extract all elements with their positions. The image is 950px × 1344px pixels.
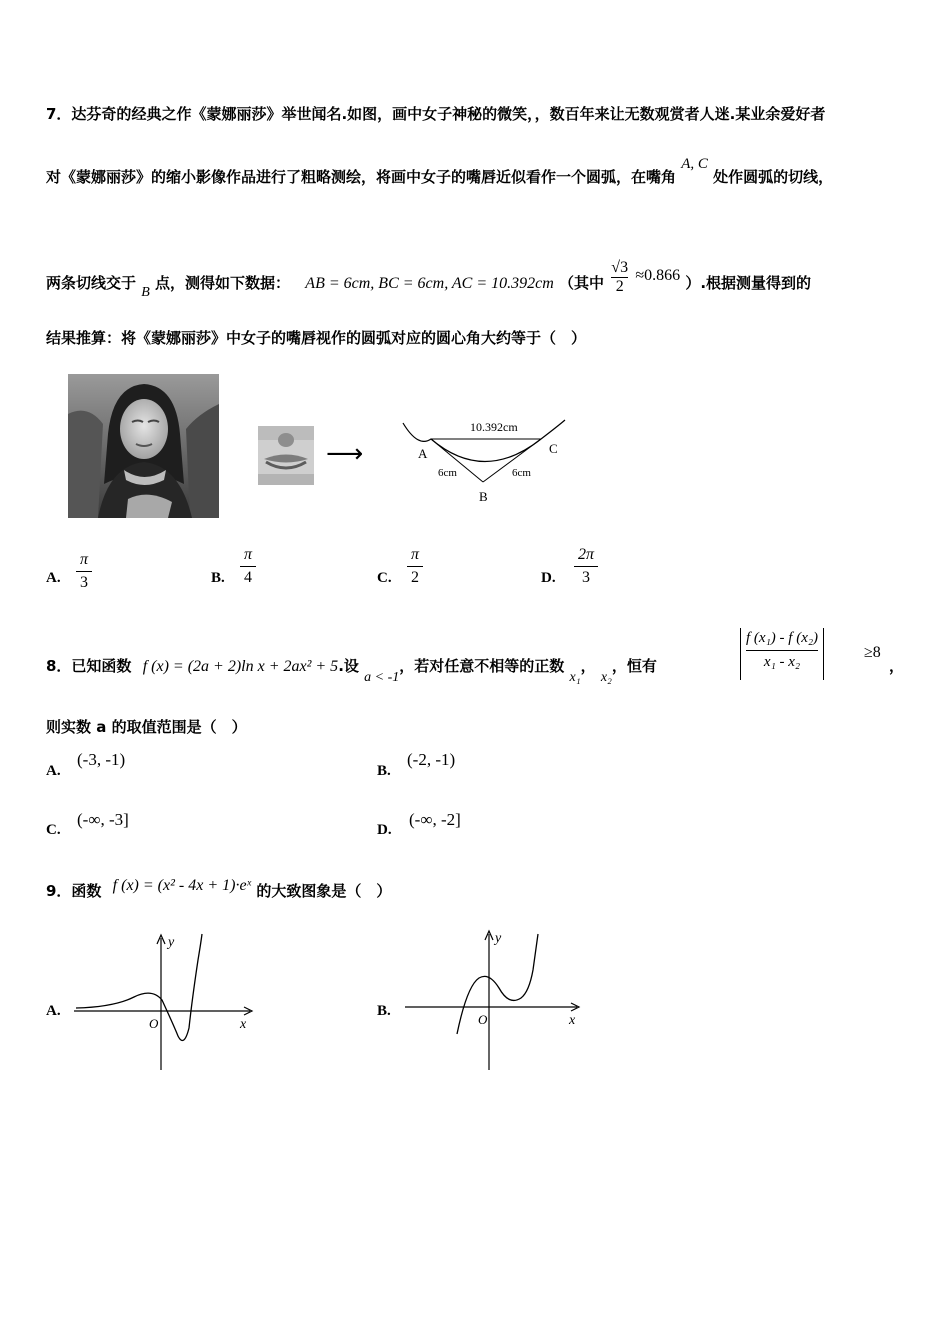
q9-text-a: 9．函数 <box>46 882 102 900</box>
q8-ineq-rhs: ≥8 <box>864 644 881 661</box>
x-axis-label: x <box>240 1017 247 1032</box>
q7-line-1: 7．达芬奇的经典之作《蒙娜丽莎》举世闻名.如图，画中女子神秘的微笑，，数百年来让无数观赏者人迷.某业余爱好者 <box>46 105 826 123</box>
q7-approx-value: ≈0.866 <box>635 267 681 284</box>
chord-length-label: 10.392cm <box>470 420 518 434</box>
q8-function: f (x) = (2a + 2)ln x + 2ax² + 5 <box>142 658 339 675</box>
q7-line-3 <box>46 259 812 302</box>
q8-line-1 <box>46 655 657 685</box>
q9-text-b: 的大致图象是（ ） <box>256 882 392 900</box>
q8-option-a-label: A. <box>46 763 61 779</box>
q9-function: f (x) = (x² - 4x + 1)·eˣ <box>112 877 252 894</box>
q8-option-d-value: (-∞, -2] <box>409 810 461 829</box>
lips-closeup-image <box>258 426 314 485</box>
q8-option-d-label: D. <box>377 822 392 838</box>
mona-lisa-image <box>68 374 219 518</box>
ab-length-label: 6cm <box>438 467 457 479</box>
q7-option-b-fraction: π 4 <box>240 546 256 587</box>
q7-points-ac: A, C <box>681 156 708 172</box>
q8-option-c-label: C. <box>46 822 61 838</box>
q7-fraction-denominator: 2 <box>611 277 628 296</box>
q8-option-b-value: (-2, -1) <box>407 750 456 769</box>
q8-text-e: ， <box>889 657 905 675</box>
q8-text-a: 8．已知函数 <box>46 657 132 675</box>
q8-ineq-denominator: x₁ - x₂ <box>746 650 818 671</box>
q7-option-c-fraction: π 2 <box>407 546 423 587</box>
q9-option-a-label: A. <box>46 1003 61 1019</box>
point-b-label: B <box>479 489 488 504</box>
q7-line-2 <box>46 156 834 187</box>
q7-sqrt3-fraction <box>611 259 628 296</box>
q8-abs-fraction <box>740 628 824 680</box>
q8-option-b-label: B. <box>377 763 391 779</box>
q7-option-d-fraction: 2π 3 <box>574 546 598 587</box>
q7-line-3-text-a: 两条切线交于 <box>46 274 137 292</box>
q7-option-b-label: B. <box>211 570 225 586</box>
origin-label: O <box>478 1012 488 1027</box>
q7-option-c-label: C. <box>377 570 392 586</box>
point-a-label: A <box>418 446 428 461</box>
q7-option-a-label: A. <box>46 570 61 586</box>
curve <box>457 934 538 1034</box>
q8-x1: x₁ <box>569 670 581 685</box>
arc-tangent-diagram <box>398 412 570 506</box>
q7-option-a-fraction: π 3 <box>76 551 92 592</box>
curve <box>76 934 202 1041</box>
y-axis-label: y <box>168 935 175 950</box>
q9-option-a-graph <box>74 930 256 1072</box>
arrow-icon: ⟶ <box>326 439 364 469</box>
q7-line-3-text-d: ）.根据测量得到的 <box>685 274 812 292</box>
q7-fraction-numerator: √3 <box>611 259 629 276</box>
q8-sep: ， <box>580 657 596 675</box>
q7-line-3-text-b: 点，测得如下数据： <box>155 274 291 292</box>
q8-text-b: .设 <box>338 657 359 675</box>
q7-option-d-label: D. <box>541 570 556 586</box>
q7-measurement-data: AB = 6cm, BC = 6cm, AC = 10.392cm <box>305 275 554 292</box>
q8-text-d: ，恒有 <box>611 657 657 675</box>
q7-line-2-text-b: 处作圆弧的切线， <box>713 168 834 186</box>
q7-point-b: B <box>141 285 150 300</box>
origin-label: O <box>149 1016 159 1031</box>
q8-ineq-numerator: f (x₁) - f (x₂) <box>746 630 819 646</box>
point-c-label: C <box>549 441 558 456</box>
q9-option-b-graph <box>405 926 585 1072</box>
q7-line-3-text-c: （其中 <box>559 274 605 292</box>
q8-x2: x₂ <box>600 670 612 685</box>
bc-length-label: 6cm <box>512 467 531 479</box>
q9-option-b-label: B. <box>377 1003 391 1019</box>
q7-line-4: 结果推算：将《蒙娜丽莎》中女子的嘴唇视作的圆弧对应的圆心角大约等于（ ） <box>46 329 587 347</box>
q9-line-1 <box>46 877 392 901</box>
q8-option-a-value: (-3, -1) <box>77 750 126 769</box>
q7-line-2-text-a: 对《蒙娜丽莎》的缩小影像作品进行了粗略测绘，将画中女子的嘴唇近似看作一个圆弧，在嘴角 <box>46 168 677 186</box>
q8-line-2: 则实数 a 的取值范围是（ ） <box>46 718 247 736</box>
q8-condition: a < -1 <box>364 670 400 685</box>
q8-option-c-value: (-∞, -3] <box>77 810 129 829</box>
q8-text-c: ，若对任意不相等的正数 <box>399 657 565 675</box>
y-axis-label: y <box>495 931 502 946</box>
x-axis-label: x <box>569 1013 576 1028</box>
